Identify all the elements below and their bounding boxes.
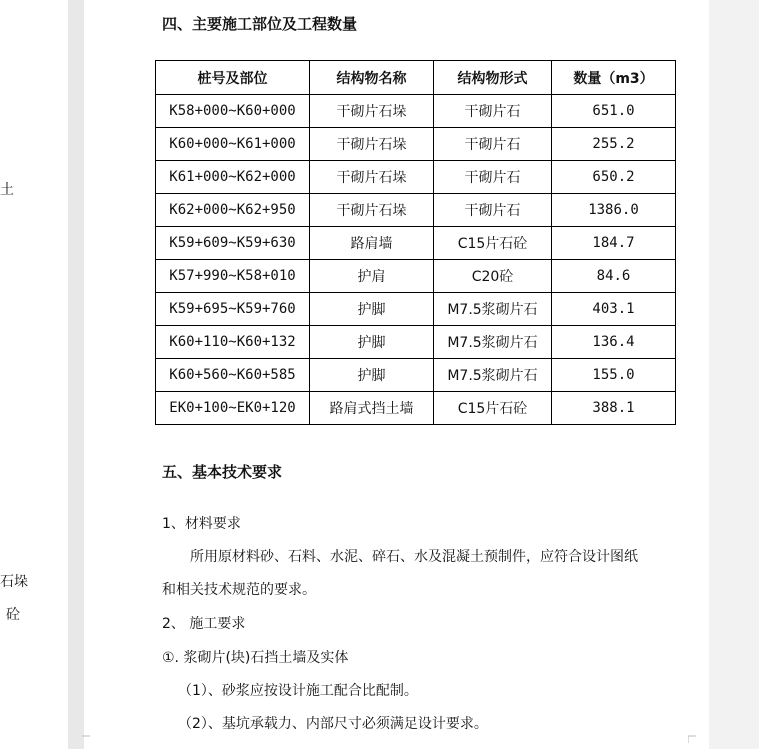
structure-name-cell: 干砌片石垛 xyxy=(310,161,434,194)
structure-form-cell: M7.5浆砌片石 xyxy=(434,326,552,359)
section-4-heading: 四、主要施工部位及工程数量 xyxy=(162,15,358,33)
structure-name-cell: 护脚 xyxy=(310,326,434,359)
workspace-background xyxy=(709,0,759,749)
table-row xyxy=(156,359,676,392)
structure-name-cell: 路肩式挡土墙 xyxy=(310,392,434,425)
station-cell: K57+990~K58+010 xyxy=(156,260,310,293)
station-cell: K62+000~K62+950 xyxy=(156,194,310,227)
station-cell: K59+695~K59+760 xyxy=(156,293,310,326)
table-row xyxy=(156,194,676,227)
table-row xyxy=(156,95,676,128)
quantity-cell: 255.2 xyxy=(552,128,676,161)
table-row xyxy=(156,128,676,161)
column-header: 桩号及部位 xyxy=(156,61,310,95)
station-cell: K61+000~K62+000 xyxy=(156,161,310,194)
left-page-text-fragment: 石垛 xyxy=(0,574,28,590)
structure-name-cell: 干砌片石垛 xyxy=(310,128,434,161)
quantity-table xyxy=(155,60,676,425)
station-cell: K60+560~K60+585 xyxy=(156,359,310,392)
table-row xyxy=(156,260,676,293)
structure-name-cell: 护脚 xyxy=(310,293,434,326)
structure-form-cell: C20砼 xyxy=(434,260,552,293)
structure-form-cell: C15片石砼 xyxy=(434,227,552,260)
structure-form-cell: M7.5浆砌片石 xyxy=(434,359,552,392)
structure-form-cell: C15片石砼 xyxy=(434,392,552,425)
structure-name-cell: 路肩墙 xyxy=(310,227,434,260)
column-header: 结构物名称 xyxy=(310,61,434,95)
station-cell: K58+000~K60+000 xyxy=(156,95,310,128)
structure-form-cell: 干砌片石 xyxy=(434,161,552,194)
page-gutter xyxy=(68,0,84,749)
construction-item-heading: ①. 浆砌片(块)石挡土墙及实体 xyxy=(162,650,349,666)
quantity-cell: 184.7 xyxy=(552,227,676,260)
quantity-cell: 651.0 xyxy=(552,95,676,128)
section-5-heading: 五、基本技术要求 xyxy=(162,463,283,481)
structure-name-cell: 干砌片石垛 xyxy=(310,95,434,128)
structure-form-cell: 干砌片石 xyxy=(434,194,552,227)
table-header-row xyxy=(156,61,676,95)
table-row xyxy=(156,392,676,425)
station-cell: EK0+100~EK0+120 xyxy=(156,392,310,425)
document-page xyxy=(84,0,709,749)
quantity-cell: 84.6 xyxy=(552,260,676,293)
table-row xyxy=(156,326,676,359)
quantity-cell: 155.0 xyxy=(552,359,676,392)
quantity-cell: 388.1 xyxy=(552,392,676,425)
materials-paragraph-line: 和相关技术规范的要求。 xyxy=(162,582,316,598)
construction-item-point: （1）、砂浆应按设计施工配合比配制。 xyxy=(178,683,418,699)
table-row xyxy=(156,227,676,260)
table-row xyxy=(156,161,676,194)
subsection-materials-heading: 1、材料要求 xyxy=(162,516,241,532)
margin-crop-mark xyxy=(82,735,90,743)
construction-item-point: （2）、基坑承载力、内部尺寸必须满足设计要求。 xyxy=(178,716,488,732)
column-header: 数量（m3） xyxy=(552,61,676,95)
structure-form-cell: M7.5浆砌片石 xyxy=(434,293,552,326)
quantity-cell: 650.2 xyxy=(552,161,676,194)
structure-name-cell: 护脚 xyxy=(310,359,434,392)
margin-crop-mark xyxy=(688,735,696,743)
station-cell: K60+000~K61+000 xyxy=(156,128,310,161)
left-page-text-fragment: 土 xyxy=(0,182,14,198)
materials-paragraph-line: 所用原材料砂、石料、水泥、碎石、水及混凝土预制件，应符合设计图纸 xyxy=(190,549,638,565)
column-header: 结构物形式 xyxy=(434,61,552,95)
quantity-cell: 1386.0 xyxy=(552,194,676,227)
structure-name-cell: 干砌片石垛 xyxy=(310,194,434,227)
quantity-cell: 136.4 xyxy=(552,326,676,359)
station-cell: K59+609~K59+630 xyxy=(156,227,310,260)
subsection-construction-heading: 2、 施工要求 xyxy=(162,616,246,632)
station-cell: K60+110~K60+132 xyxy=(156,326,310,359)
structure-form-cell: 干砌片石 xyxy=(434,95,552,128)
structure-name-cell: 护肩 xyxy=(310,260,434,293)
quantity-cell: 403.1 xyxy=(552,293,676,326)
table-row xyxy=(156,293,676,326)
structure-form-cell: 干砌片石 xyxy=(434,128,552,161)
previous-page-edge xyxy=(0,0,68,749)
left-page-text-fragment: 砼 xyxy=(6,607,20,623)
